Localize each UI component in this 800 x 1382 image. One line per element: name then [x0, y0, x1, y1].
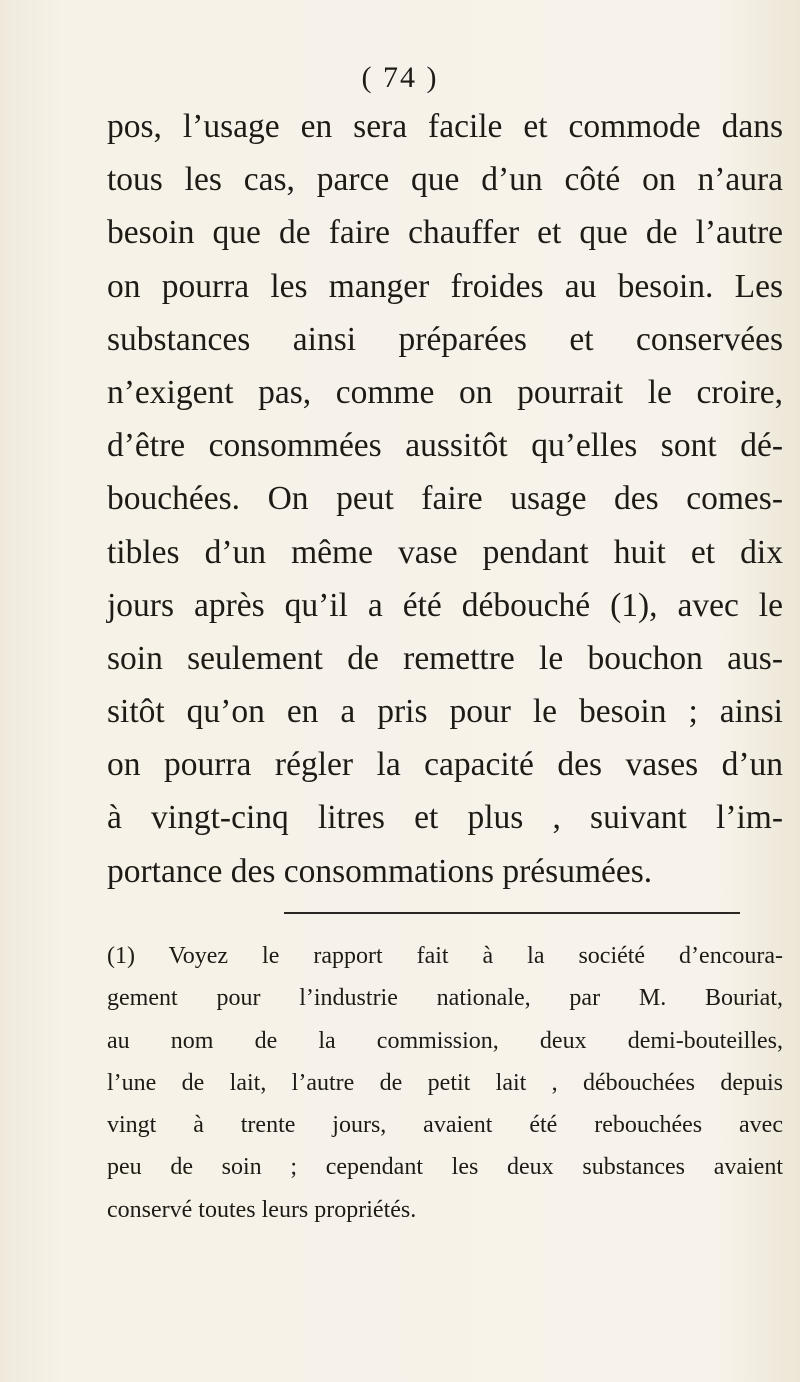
text-line: pos, l’usage en sera facile et commode dans: [107, 108, 783, 145]
text-line: soin seulement de remettre le bouchon aus-: [107, 639, 783, 677]
text-line: tous les cas, parce que d’un côté on n’aura: [107, 161, 783, 199]
footnote: [107, 935, 783, 1231]
text-line: jours après qu’il a été débouché (1), avec le: [107, 586, 783, 624]
footnote-line: conservé toutes leurs propriétés.: [107, 1196, 417, 1223]
text-line: substances ainsi préparées et conservées: [107, 320, 783, 358]
main-text: [107, 100, 783, 898]
footnote-line: l’une de lait, l’autre de petit lait , débouchées depuis: [107, 1069, 783, 1096]
text-line: d’être consommées aussitôt qu’elles sont dé-: [107, 427, 783, 465]
footnote-divider: [284, 912, 740, 914]
text-line: besoin que de faire chauffer et que de l’autre: [107, 214, 783, 252]
footnote-line: vingt à trente jours, avaient été rebouchées avec: [107, 1112, 783, 1139]
text-line: on pourra régler la capacité des vases d’un: [107, 746, 783, 784]
text-line: à vingt-cinq litres et plus , suivant l’im-: [107, 799, 783, 837]
text-line: n’exigent pas, comme on pourrait le croire,: [107, 373, 783, 411]
footnote-line: peu de soin ; cependant les deux substances avaient: [107, 1154, 783, 1181]
footnote-line: (1) Voyez le rapport fait à la société d’encoura-: [107, 943, 783, 969]
footnote-line: au nom de la commission, deux demi-bouteilles,: [107, 1027, 783, 1054]
text-line: sitôt qu’on en a pris pour le besoin ; ainsi: [107, 693, 783, 731]
text-line: bouchées. On peut faire usage des comes-: [107, 480, 783, 518]
text-line: on pourra les manger froides au besoin. Les: [107, 267, 783, 305]
footnote-line: gement pour l’industrie nationale, par M. Bouriat,: [107, 985, 783, 1012]
text-line: tibles d’un même vase pendant huit et dix: [107, 533, 783, 571]
text-line: portance des consommations présumées.: [107, 852, 653, 890]
page-number: ( 74 ): [361, 61, 439, 94]
